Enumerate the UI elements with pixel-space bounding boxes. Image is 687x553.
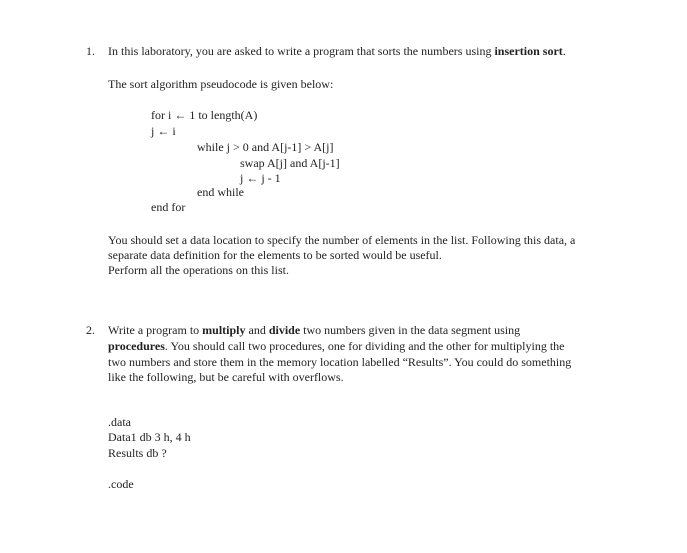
q2-line-1 [108,323,520,338]
code-line-j-dec: j ← j - 1 [240,171,281,185]
q1-intro-end: . [562,44,566,58]
q1-intro-bold: insertion sort [494,44,563,58]
q2-line-1-c: and [245,323,269,337]
q1-note-line-2: separate data definition for the elements to be sorted would be useful. [108,248,442,262]
results-definition: Results db ? [108,446,167,460]
q1-pseudo-intro: The sort algorithm pseudocode is given below: [108,77,334,91]
q2-line-4: like the following, but be careful with overflows. [108,370,344,384]
code-line-j-init: j ← i [151,124,176,138]
q2-line-1-a: Write a program to [108,323,203,337]
q2-line-1-e: two numbers given in the data segment using [300,323,521,337]
code-line-swap: swap A[j] and A[j-1] [240,156,340,170]
q1-intro-text: In this laboratory, you are asked to write a program that sorts the numbers using [108,44,495,58]
q2-line-2 [108,339,565,354]
q1-intro [108,44,566,59]
q2-bold-procedures: procedures [108,339,165,353]
q1-number: 1. [86,44,95,58]
q1-note-line-3: Perform all the operations on this list. [108,263,289,277]
q2-line-2-b: . You should call two procedures, one for dividing and the other for multiplying the [164,339,565,353]
q2-bold-multiply: multiply [202,323,246,337]
code-line-end-for: end for [151,200,186,214]
q2-line-3: two numbers and store them in the memory location labelled “Results”. You could do something [108,355,572,369]
data1-definition: Data1 db 3 h, 4 h [108,430,191,444]
code-line-while: while j > 0 and A[j-1] > A[j] [197,140,334,154]
data-directive: .data [108,415,131,429]
q2-number: 2. [86,323,95,337]
code-line-for: for i ← 1 to length(A) [151,108,258,122]
code-line-end-while: end while [197,185,244,199]
q1-note-line-1: You should set a data location to specify the number of elements in the list. Following this data, a [108,233,576,247]
q2-bold-divide: divide [268,323,301,337]
code-directive: .code [108,477,134,491]
